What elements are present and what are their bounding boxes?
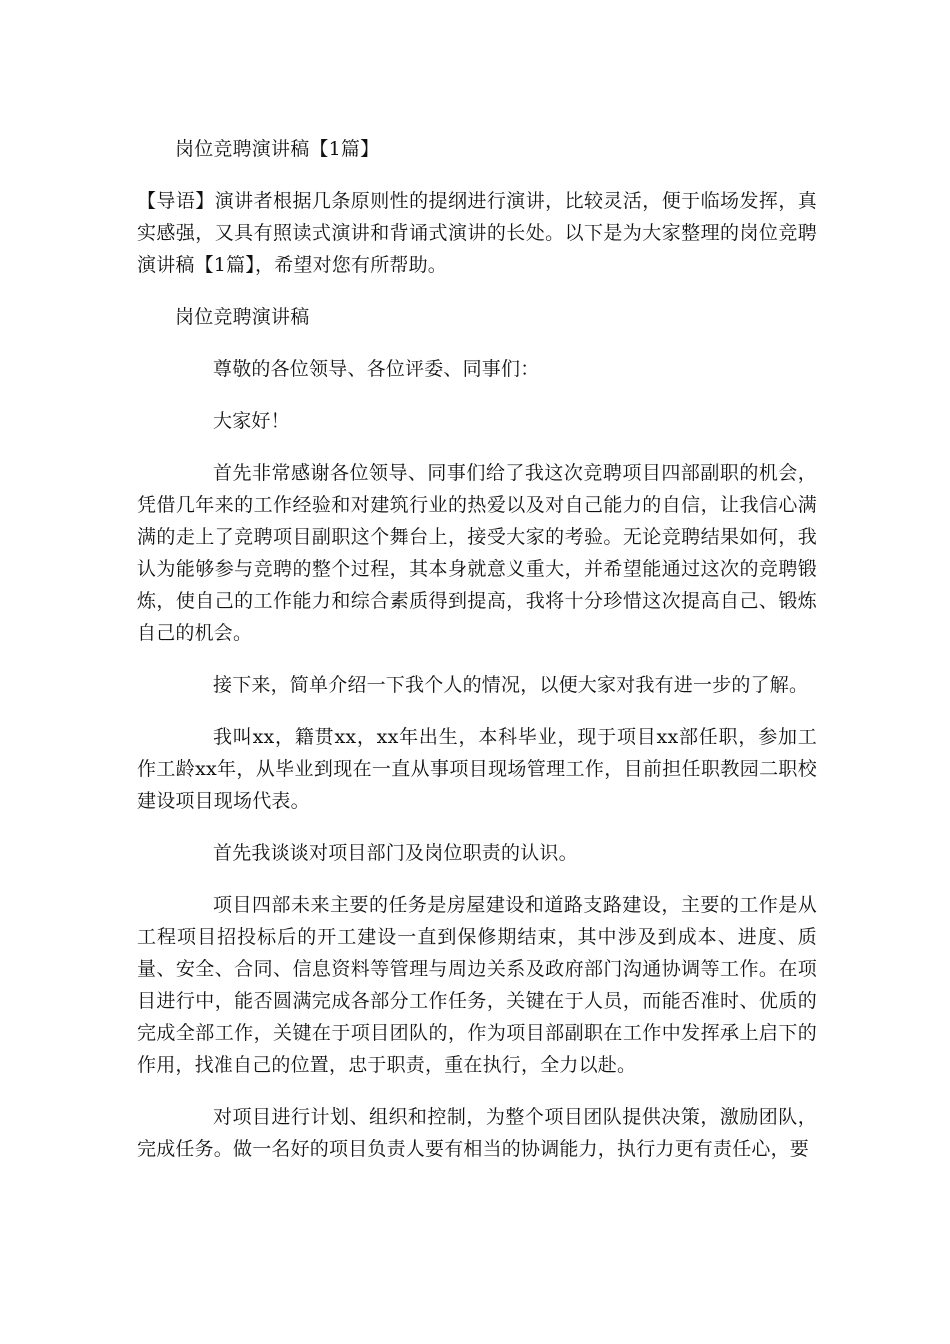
- intro-paragraph: 【导语】演讲者根据几条原则性的提纲进行演讲，比较灵活，便于临场发挥，真实感强，又具有照读式演讲和背诵式演讲的长处。以下是为大家整理的岗位竞聘演讲稿【1篇】，希望对您有所帮助。: [137, 190, 817, 276]
- salutation: 尊敬的各位领导、各位评委、同事们：: [213, 358, 540, 380]
- greeting: 大家好！: [213, 410, 290, 432]
- body-paragraph-thanks: 首先非常感谢各位领导、同事们给了我这次竞聘项目四部副职的机会，凭借几年来的工作经验和对建筑行业的热爱以及对自己能力的自信，让我信心满满的走上了竞聘项目副职这个舞台上，接受大家的考验。无论竞聘结果如何，我认为能够参与竞聘的整个过程，其本身就意义重大，并希望能通过这次的竞聘锻炼，使自己的工作能力和综合素质得到提高，我将十分珍惜这次提高自己、锻炼自己的机会。: [137, 462, 817, 644]
- body-paragraph-intro-self: 接下来，简单介绍一下我个人的情况，以便大家对我有进一步的了解。: [213, 674, 809, 696]
- body-paragraph-tasks: 项目四部未来主要的任务是房屋建设和道路支路建设，主要的工作是从工程项目招投标后的开工建设一直到保修期结束，其中涉及到成本、进度、质量、安全、合同、信息资料等管理与周边关系及政府部门沟通协调等工作。在项目进行中，能否圆满完成各部分工作任务，关键在于人员，而能否准时、优质的完成全部工作，关键在于项目团队的，作为项目部副职在工作中发挥承上启下的作用，找准自己的位置，忠于职责，重在执行，全力以赴。: [137, 894, 817, 1076]
- body-paragraph-understanding: 首先我谈谈对项目部门及岗位职责的认识。: [213, 842, 578, 864]
- document-body: [137, 133, 817, 1165]
- speech-subtitle: 岗位竞聘演讲稿: [175, 306, 310, 328]
- document-title: 岗位竞聘演讲稿【1篇】: [175, 138, 380, 160]
- body-paragraph-planning: 对项目进行计划、组织和控制，为整个项目团队提供决策，激励团队，完成任务。做一名好的项目负责人要有相当的协调能力，执行力更有责任心，要: [137, 1106, 817, 1160]
- body-paragraph-background: 我叫xx，籍贯xx，xx年出生，本科毕业，现于项目xx部任职，参加工作工龄xx年，从毕业到现在一直从事项目现场管理工作，目前担任职教园二职校建设项目现场代表。: [137, 726, 817, 812]
